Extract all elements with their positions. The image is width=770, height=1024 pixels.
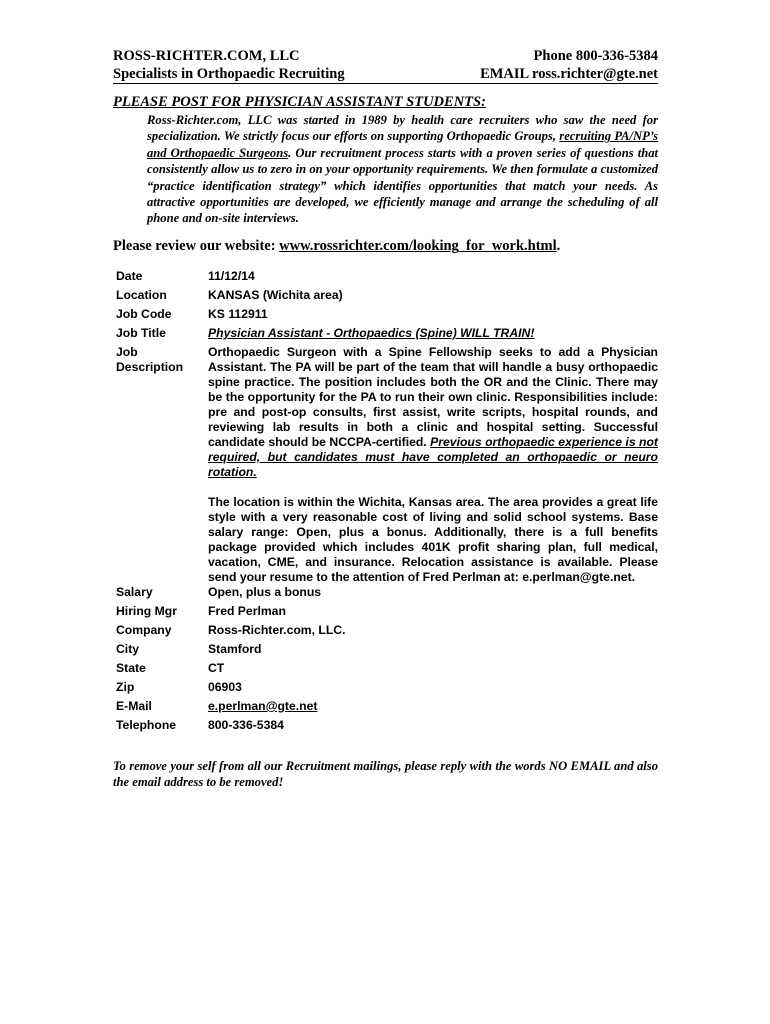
date-value: 11/12/14	[208, 268, 255, 283]
company-value: Ross-Richter.com, LLC.	[208, 622, 346, 637]
job-description-paragraph-2: The location is within the Wichita, Kansas area. The area provides a great life style with a very reasonable cost of living and solid school systems. Base salary range: Open, plus a bonus. Additionally, there is a full benefits package provided which includes 401K profit sharing plan, full medical, vacation, CME, and insurance. Relocation assistance is available. Please send your resume to the attention of Fred Perlman at: e.perlman@gte.net.	[208, 494, 658, 584]
job-row-salary	[113, 585, 658, 604]
hiring-mgr-label: Hiring Mgr	[116, 603, 177, 618]
job-description-label	[116, 345, 208, 585]
company-label: Company	[116, 622, 172, 637]
intro-paragraph	[147, 112, 658, 227]
review-prefix: Please review our website:	[113, 237, 280, 254]
job-row-state	[113, 661, 658, 680]
document-page	[113, 47, 658, 791]
zip-value: 06903	[208, 679, 242, 694]
job-row-code	[113, 307, 658, 326]
job-row-zip	[113, 680, 658, 699]
company-phone: Phone 800-336-5384	[533, 48, 658, 64]
company-tagline: Specialists in Orthopaedic Recruiting	[113, 66, 345, 82]
job-row-title	[113, 326, 658, 345]
job-description-label-line-1: Job	[116, 344, 138, 359]
job-details-table	[113, 269, 658, 737]
salary-value: Open, plus a bonus	[208, 584, 322, 599]
email-label: E-Mail	[116, 698, 152, 713]
job-row-email	[113, 699, 658, 718]
unsubscribe-note: To remove your self from all our Recruitment mailings, please reply with the words NO EMAIL and also the email address to be removed!	[113, 758, 658, 790]
job-row-telephone	[113, 718, 658, 737]
website-link[interactable]: www.rossrichter.com/looking_for_work.html	[279, 237, 557, 254]
telephone-value: 800-336-5384	[208, 717, 284, 732]
salary-label: Salary	[116, 584, 153, 599]
company-name: ROSS-RICHTER.COM, LLC	[113, 48, 300, 64]
zip-label: Zip	[116, 679, 135, 694]
job-row-description	[113, 345, 658, 585]
job-description-text: Orthopaedic Surgeon with a Spine Fellowship seeks to add a Physician Assistant. The PA will be part of the team that will handle a busy orthopaedic spine practice. The position includes both the OR and the Clinic. There may be the opportunity for the PA to run their own clinic. Responsibilities include: pre and post-op consults, first assist, write scripts, hospital rounds, and reviewing lab results in both a clinic and hospital setting. Successful candidate should be NCCPA-certified.	[208, 344, 658, 449]
job-description-value	[208, 345, 658, 585]
job-row-company	[113, 623, 658, 642]
letterhead-row-2	[113, 65, 658, 84]
job-row-city	[113, 642, 658, 661]
job-code-value: KS 112911	[208, 306, 268, 321]
state-value: CT	[208, 660, 225, 675]
job-row-location	[113, 288, 658, 307]
city-value: Stamford	[208, 641, 262, 656]
intro-underlined-text: recruiting PA/NP’s and Orthopaedic Surgeons	[147, 129, 658, 160]
email-link[interactable]: e.perlman@gte.net	[208, 698, 318, 713]
job-description-emphasis: Previous orthopaedic experience is not required, but candidates must have completed an orthopaedic or neuro rotation.	[208, 434, 658, 479]
telephone-label: Telephone	[116, 717, 177, 732]
date-label: Date	[116, 268, 143, 283]
job-row-hiring-mgr	[113, 604, 658, 623]
review-suffix: .	[556, 237, 561, 254]
hiring-mgr-value: Fred Perlman	[208, 603, 286, 618]
job-description-paragraph-1	[208, 345, 658, 480]
city-label: City	[116, 641, 140, 656]
intro-text-1: Ross-Richter.com, LLC was started in 1989 by health care recruiters who saw the need for specialization. We strictly focus our efforts on supporting Orthopaedic Groups,	[147, 113, 658, 144]
job-title-label: Job Title	[116, 325, 166, 340]
location-value: KANSAS (Wichita area)	[208, 287, 343, 302]
letterhead	[113, 47, 658, 84]
company-email: EMAIL ross.richter@gte.net	[480, 66, 658, 82]
letterhead-row-1	[113, 47, 658, 65]
state-label: State	[116, 660, 146, 675]
website-review-line	[113, 237, 658, 255]
intro-text-2: . Our recruitment process starts with a proven series of questions that consistently allow us to zero in on your opportunity requirements. We then formulate a customized “practice identification strategy” which identifies opportunities that match your needs. As attractive opportunities are developed, we efficiently manage and arrange the scheduling of all phone and on-site interviews.	[147, 145, 658, 226]
job-row-date	[113, 269, 658, 288]
job-description-label-line-2: Description	[116, 359, 184, 374]
location-label: Location	[116, 287, 167, 302]
post-heading: PLEASE POST FOR PHYSICIAN ASSISTANT STUDENTS:	[113, 94, 486, 110]
job-code-label: Job Code	[116, 306, 172, 321]
job-title-value: Physician Assistant - Orthopaedics (Spine) WILL TRAIN!	[208, 325, 535, 340]
